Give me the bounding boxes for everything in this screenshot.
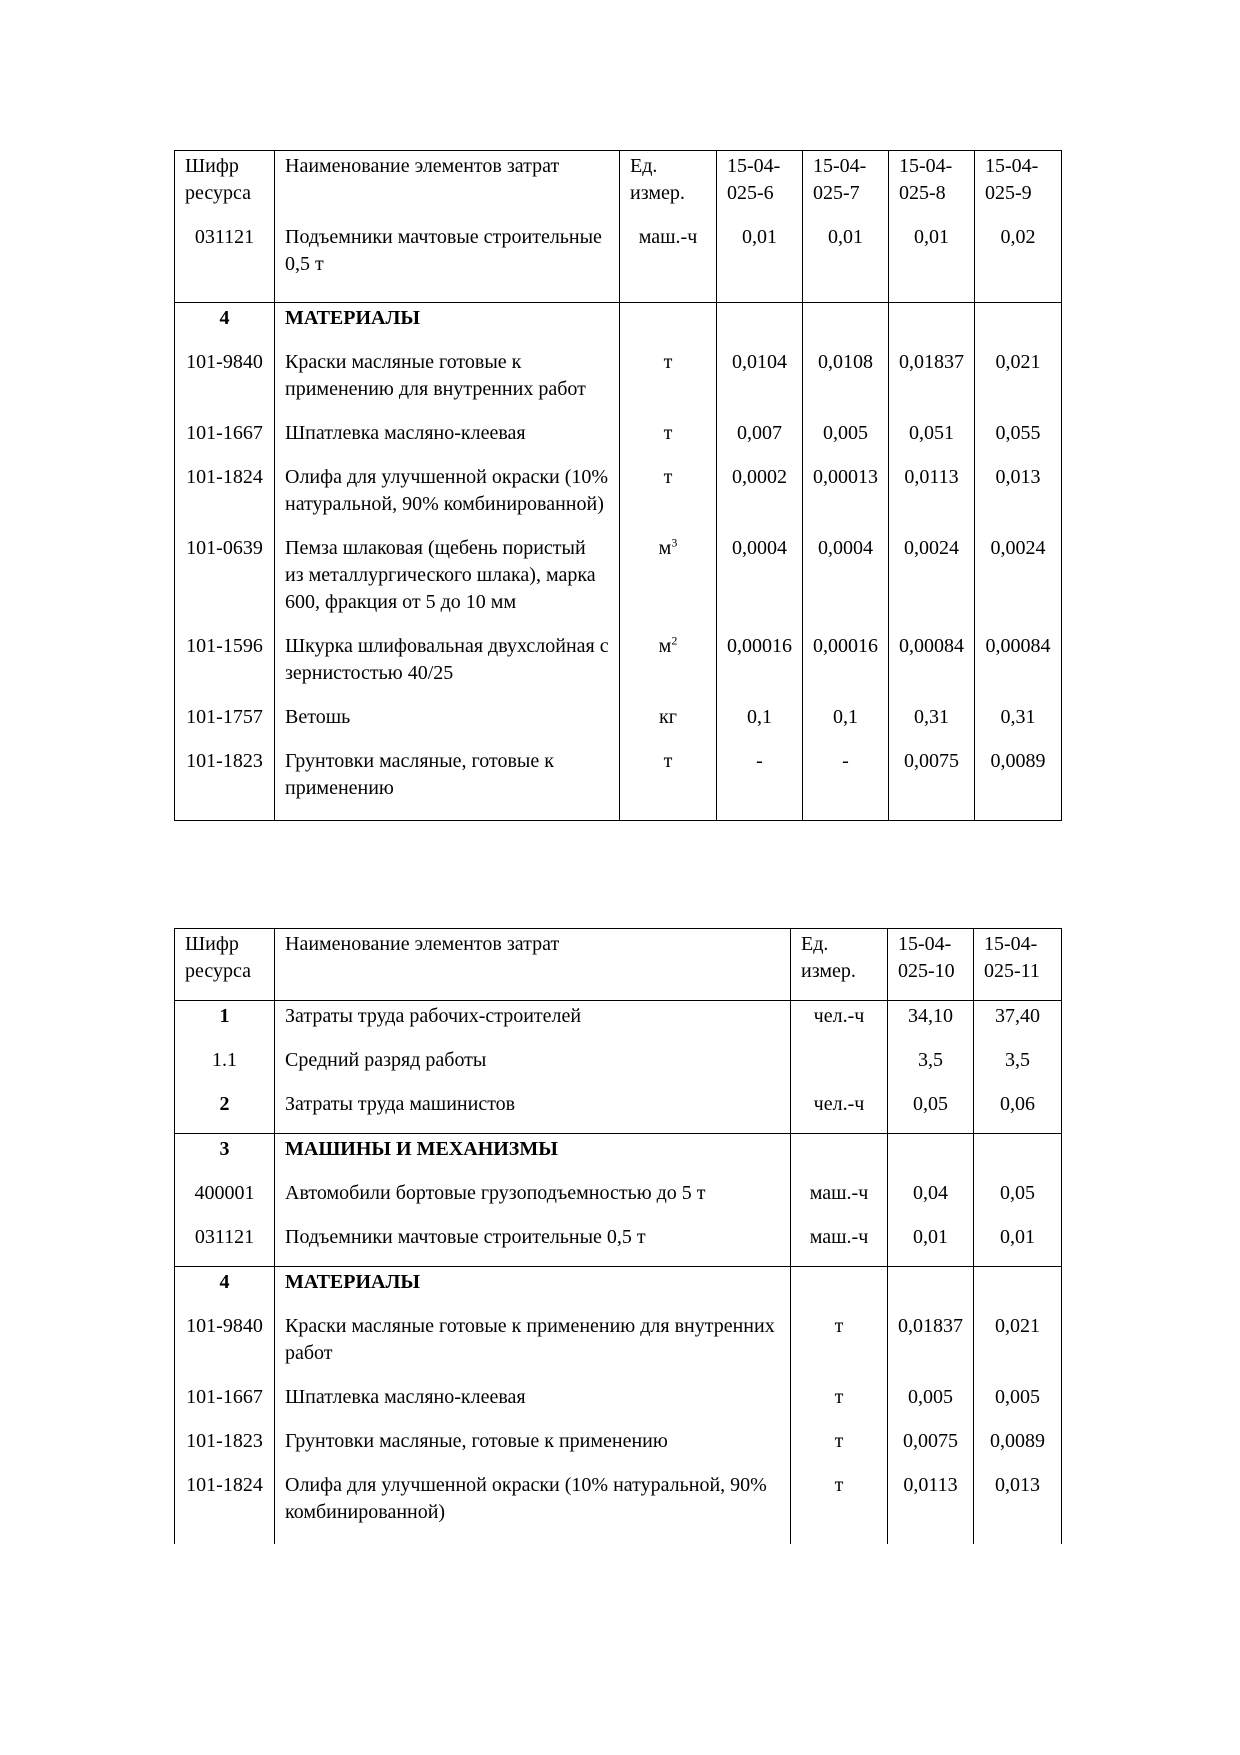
row-value: 0,007 — [717, 418, 803, 462]
row-name: Затраты труда рабочих-строителей — [275, 1001, 791, 1046]
row-value: 0,02 — [975, 222, 1062, 302]
table-row — [175, 1089, 1062, 1134]
row-unit: маш.-ч — [791, 1222, 888, 1267]
row-name: Олифа для улучшенной окраски (10% натуральной, 90% комбинированной) — [275, 1470, 791, 1544]
table-row — [175, 1426, 1062, 1470]
unit-base: м — [658, 634, 672, 657]
header-name: Наименование элементов затрат — [275, 151, 620, 223]
table-row — [175, 1222, 1062, 1267]
row-unit: маш.-ч — [791, 1178, 888, 1222]
header-code: Шифр ресурса — [175, 151, 275, 223]
row-name: Краски масляные готовые к применению для внутренних работ — [275, 1311, 791, 1382]
row-code: 101-1823 — [175, 746, 275, 821]
row-value: 0,05 — [888, 1089, 974, 1134]
table-header-row — [175, 929, 1062, 1001]
row-unit: чел.-ч — [791, 1089, 888, 1134]
row-value: 0,0104 — [717, 347, 803, 418]
row-value: 0,055 — [975, 418, 1062, 462]
row-unit — [791, 1045, 888, 1089]
row-value: 0,005 — [803, 418, 889, 462]
table-row — [175, 746, 1062, 821]
row-code: 101-1824 — [175, 462, 275, 533]
row-value: 0,1 — [717, 702, 803, 746]
row-value: 0,05 — [974, 1178, 1062, 1222]
row-value: 0,0002 — [717, 462, 803, 533]
row-unit: т — [620, 418, 717, 462]
unit-exponent: 2 — [671, 632, 678, 647]
row-code: 101-1824 — [175, 1470, 275, 1544]
row-code: 031121 — [175, 1222, 275, 1267]
header-name: Наименование элементов затрат — [275, 929, 791, 1001]
table-row — [175, 1178, 1062, 1222]
row-name: Автомобили бортовые грузоподъемностью до 5 т — [275, 1178, 791, 1222]
row-name: Подъемники мачтовые строительные 0,5 т — [275, 222, 620, 302]
row-code: 101-9840 — [175, 347, 275, 418]
row-unit: т — [620, 746, 717, 821]
resource-table-2 — [174, 928, 1062, 1544]
row-value: 0,0024 — [889, 533, 975, 631]
row-unit: чел.-ч — [791, 1001, 888, 1046]
table-row — [175, 1470, 1062, 1544]
row-name: Шпатлевка масляно-клеевая — [275, 418, 620, 462]
header-unit: Ед. измер. — [620, 151, 717, 223]
table-row — [175, 222, 1062, 302]
row-value: 0,0113 — [889, 462, 975, 533]
header-col-9: 15-04-025-9 — [975, 151, 1062, 223]
row-value: 0,0108 — [803, 347, 889, 418]
table-row — [175, 347, 1062, 418]
table-row — [175, 631, 1062, 702]
row-value: 0,00013 — [803, 462, 889, 533]
section-code: 4 — [175, 302, 275, 347]
row-value: 0,31 — [889, 702, 975, 746]
row-name: Подъемники мачтовые строительные 0,5 т — [275, 1222, 791, 1267]
row-code: 1 — [175, 1001, 275, 1046]
section-row — [175, 1134, 1062, 1179]
row-value: 0,04 — [888, 1178, 974, 1222]
section-title: МАШИНЫ И МЕХАНИЗМЫ — [275, 1134, 791, 1179]
row-value: 0,1 — [803, 702, 889, 746]
row-unit: кг — [620, 702, 717, 746]
row-code: 101-1823 — [175, 1426, 275, 1470]
row-value: 0,0075 — [889, 746, 975, 821]
row-value: 0,00084 — [975, 631, 1062, 702]
row-unit: т — [791, 1470, 888, 1544]
table-header-row — [175, 151, 1062, 223]
table-row — [175, 418, 1062, 462]
row-value: 0,06 — [974, 1089, 1062, 1134]
table-row — [175, 1001, 1062, 1046]
row-value: 0,013 — [975, 462, 1062, 533]
row-name: Грунтовки масляные, готовые к применению — [275, 746, 620, 821]
row-code: 400001 — [175, 1178, 275, 1222]
table-row — [175, 462, 1062, 533]
row-value: 0,005 — [888, 1382, 974, 1426]
table-row — [175, 1382, 1062, 1426]
row-code: 101-1596 — [175, 631, 275, 702]
header-col-7: 15-04-025-7 — [803, 151, 889, 223]
table-row — [175, 1311, 1062, 1382]
section-code: 3 — [175, 1134, 275, 1179]
row-value: 0,051 — [889, 418, 975, 462]
row-unit — [620, 533, 717, 631]
row-unit: т — [791, 1426, 888, 1470]
row-code: 2 — [175, 1089, 275, 1134]
section-title: МАТЕРИАЛЫ — [275, 302, 620, 347]
row-code: 101-1757 — [175, 702, 275, 746]
row-value: 0,0004 — [803, 533, 889, 631]
row-value: 0,01 — [974, 1222, 1062, 1267]
unit-exponent: 3 — [671, 534, 678, 549]
row-value: 0,0113 — [888, 1470, 974, 1544]
row-code: 101-1667 — [175, 418, 275, 462]
row-value: 0,005 — [974, 1382, 1062, 1426]
row-name: Затраты труда машинистов — [275, 1089, 791, 1134]
row-unit: т — [791, 1311, 888, 1382]
table-row — [175, 1045, 1062, 1089]
header-code: Шифр ресурса — [175, 929, 275, 1001]
section-title: МАТЕРИАЛЫ — [275, 1267, 791, 1312]
row-value: 0,01 — [889, 222, 975, 302]
row-code: 101-9840 — [175, 1311, 275, 1382]
row-value: 0,0089 — [974, 1426, 1062, 1470]
row-value: - — [717, 746, 803, 821]
row-value: - — [803, 746, 889, 821]
row-value: 37,40 — [974, 1001, 1062, 1046]
header-col-11: 15-04-025-11 — [974, 929, 1062, 1001]
row-code: 031121 — [175, 222, 275, 302]
row-value: 0,013 — [974, 1470, 1062, 1544]
row-value: 34,10 — [888, 1001, 974, 1046]
row-unit — [620, 631, 717, 702]
unit-base: м — [658, 536, 672, 559]
row-value: 0,021 — [974, 1311, 1062, 1382]
row-value: 0,01 — [803, 222, 889, 302]
row-value: 0,0024 — [975, 533, 1062, 631]
row-value: 0,0075 — [888, 1426, 974, 1470]
row-unit: т — [620, 347, 717, 418]
row-name: Грунтовки масляные, готовые к применению — [275, 1426, 791, 1470]
header-unit: Ед. измер. — [791, 929, 888, 1001]
row-value: 0,021 — [975, 347, 1062, 418]
row-name: Пемза шлаковая (щебень пористый из металлургического шлака), марка 600, фракция от 5 до 10 мм — [275, 533, 620, 631]
row-value: 0,01 — [717, 222, 803, 302]
header-col-6: 15-04-025-6 — [717, 151, 803, 223]
resource-table-1 — [174, 150, 1062, 821]
row-value: 0,01 — [888, 1222, 974, 1267]
row-name: Краски масляные готовые к применению для внутренних работ — [275, 347, 620, 418]
row-value: 3,5 — [974, 1045, 1062, 1089]
row-value: 0,01837 — [888, 1311, 974, 1382]
row-value: 0,00016 — [803, 631, 889, 702]
row-unit: т — [620, 462, 717, 533]
row-value: 3,5 — [888, 1045, 974, 1089]
row-name: Шпатлевка масляно-клеевая — [275, 1382, 791, 1426]
row-name: Шкурка шлифовальная двухслойная с зернистостью 40/25 — [275, 631, 620, 702]
row-code: 101-0639 — [175, 533, 275, 631]
section-row — [175, 302, 1062, 347]
row-value: 0,31 — [975, 702, 1062, 746]
row-value: 0,00084 — [889, 631, 975, 702]
row-name: Ветошь — [275, 702, 620, 746]
row-value: 0,0089 — [975, 746, 1062, 821]
section-row — [175, 1267, 1062, 1312]
row-unit: т — [791, 1382, 888, 1426]
table-row — [175, 702, 1062, 746]
row-value: 0,00016 — [717, 631, 803, 702]
row-value: 0,01837 — [889, 347, 975, 418]
row-code: 101-1667 — [175, 1382, 275, 1426]
row-unit: маш.-ч — [620, 222, 717, 302]
header-col-8: 15-04-025-8 — [889, 151, 975, 223]
table-row — [175, 533, 1062, 631]
row-value: 0,0004 — [717, 533, 803, 631]
section-code: 4 — [175, 1267, 275, 1312]
row-code: 1.1 — [175, 1045, 275, 1089]
row-name: Олифа для улучшенной окраски (10% натуральной, 90% комбинированной) — [275, 462, 620, 533]
header-col-10: 15-04-025-10 — [888, 929, 974, 1001]
row-name: Средний разряд работы — [275, 1045, 791, 1089]
